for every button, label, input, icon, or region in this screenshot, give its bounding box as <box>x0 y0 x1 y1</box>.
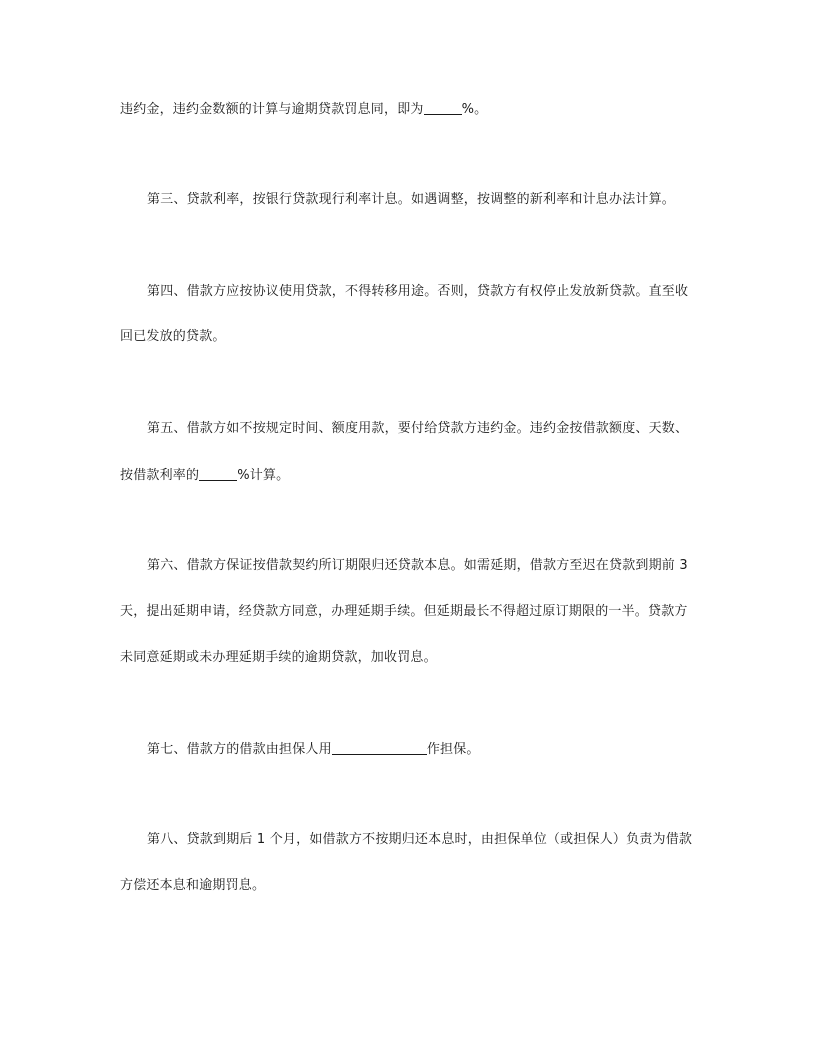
text-segment: %计算。 <box>237 468 290 483</box>
clause-6-line-1: 第六、借款方保证按借款契约所订期限归还贷款本息。如需延期，借款方至迟在贷款到期前 3 <box>147 558 688 573</box>
text-segment: %。 <box>461 102 488 117</box>
clause-6-line-3: 未同意延期或未办理延期手续的逾期贷款，加收罚息。 <box>120 650 437 665</box>
clause-7 <box>147 740 727 759</box>
clause-4-line-1: 第四、借款方应按协议使用贷款，不得转移用途。否则，贷款方有权停止发放新贷款。直至收 <box>147 284 689 299</box>
text-segment: 作担保。 <box>426 742 480 757</box>
fill-in-blank <box>199 466 237 481</box>
paragraph-line <box>120 100 700 119</box>
text-segment: 违约金，违约金数额的计算与逾期贷款罚息同，即为 <box>120 102 424 117</box>
fill-in-blank <box>332 740 427 755</box>
clause-8-line-2: 方偿还本息和逾期罚息。 <box>120 878 266 893</box>
text-segment: 按借款利率的 <box>120 468 200 483</box>
clause-3: 第三、贷款利率，按银行贷款现行利率计息。如遇调整，按调整的新利率和计息办法计算。 <box>147 192 676 207</box>
clause-5-line-2 <box>120 466 700 485</box>
clause-4-line-2: 回已发放的贷款。 <box>120 329 226 344</box>
clause-6-line-2: 天，提出延期申请，经贷款方同意，办理延期手续。但延期最长不得超过原订期限的一半。贷款方 <box>120 604 688 619</box>
text-segment: 第七、借款方的借款由担保人用 <box>147 742 332 757</box>
clause-8-line-1: 第八、贷款到期后 1 个月，如借款方不按期归还本息时，由担保单位（或担保人）负责为借款 <box>147 832 693 847</box>
clause-5-line-1: 第五、借款方如不按规定时间、额度用款，要付给贷款方违约金。违约金按借款额度、天数、 <box>147 421 689 436</box>
fill-in-blank <box>424 100 462 115</box>
